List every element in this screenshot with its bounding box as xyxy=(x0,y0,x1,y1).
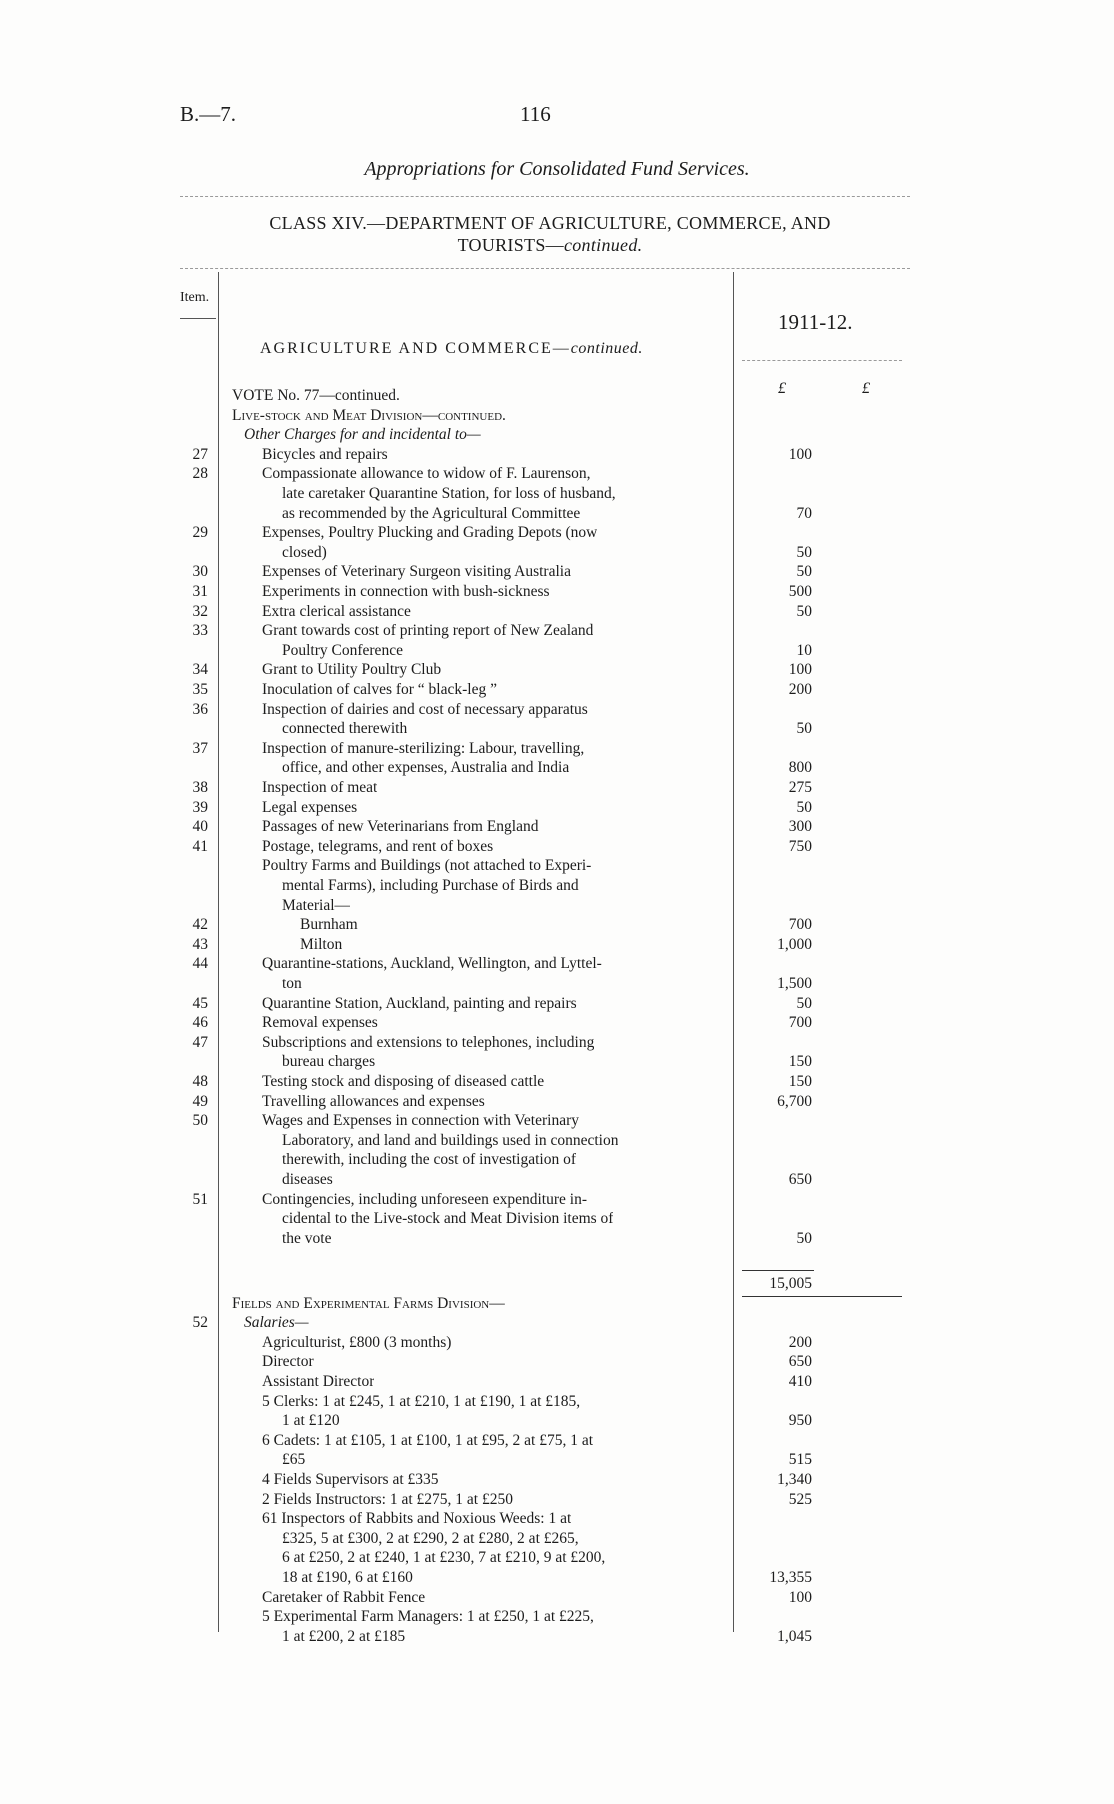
item-description: therewith, including the cost of investigation of xyxy=(282,1151,577,1169)
item-description: closed) xyxy=(282,543,327,561)
document-reference: B.—7. xyxy=(180,102,237,126)
item-description: Compassionate allowance to widow of F. Laurenson, xyxy=(262,465,591,483)
table-row xyxy=(0,562,1114,582)
table-row xyxy=(0,1190,1114,1210)
item-number: 41 xyxy=(192,837,208,855)
item-amount: 50 xyxy=(796,602,812,620)
item-description: Quarantine Station, Auckland, painting and repairs xyxy=(262,994,577,1012)
item-description: 6 at £250, 2 at £240, 1 at £230, 7 at £210, 9 at £200, xyxy=(282,1549,606,1567)
table-row xyxy=(0,464,1114,484)
item-amount: 50 xyxy=(796,563,812,581)
item-description: Burnham xyxy=(300,916,358,934)
table-row xyxy=(0,1092,1114,1112)
table-row xyxy=(0,1411,1114,1431)
table-row xyxy=(0,523,1114,543)
item-amount: 10 xyxy=(796,641,812,659)
item-description: £65 xyxy=(282,1451,306,1469)
class-heading-line1: CLASS XIV.—DEPARTMENT OF AGRICULTURE, COMMERCE, AND xyxy=(269,213,831,233)
item-number: 50 xyxy=(192,1112,208,1130)
table-row xyxy=(0,1209,1114,1229)
table-row xyxy=(0,1294,1114,1314)
table-row xyxy=(0,1352,1114,1372)
table-row xyxy=(0,386,1114,406)
table-row xyxy=(0,876,1114,896)
table-row xyxy=(0,1274,1114,1294)
table-row xyxy=(0,719,1114,739)
item-number: 38 xyxy=(192,779,208,796)
table-row xyxy=(0,1013,1114,1033)
item-description: Legal expenses xyxy=(262,798,358,816)
table-row xyxy=(0,602,1114,622)
table-row xyxy=(0,1450,1114,1470)
item-amount: 150 xyxy=(788,1073,812,1090)
page-number: 116 xyxy=(520,102,551,126)
item-number: 30 xyxy=(192,563,208,581)
table-row xyxy=(0,994,1114,1014)
item-description: Passages of new Veterinarians from England xyxy=(262,818,539,836)
item-number: 49 xyxy=(192,1092,208,1110)
item-description: Postage, telegrams, and rent of boxes xyxy=(262,837,494,855)
item-description: Caretaker of Rabbit Fence xyxy=(262,1588,426,1606)
item-number: 40 xyxy=(192,818,208,836)
table-row xyxy=(0,778,1114,798)
item-number: 28 xyxy=(192,465,208,483)
item-amount: 1,000 xyxy=(777,935,812,953)
item-amount: 1,500 xyxy=(777,975,812,992)
item-amount: 100 xyxy=(788,1588,812,1606)
item-description: 5 Clerks: 1 at £245, 1 at £210, 1 at £190, 1 at £185, xyxy=(262,1392,581,1410)
item-description: as recommended by the Agricultural Committee xyxy=(282,504,581,522)
table-row xyxy=(0,582,1114,602)
table-row xyxy=(0,1033,1114,1053)
item-description: Grant to Utility Poultry Club xyxy=(262,661,442,679)
item-number: 34 xyxy=(192,661,208,679)
item-description: Agriculturist, £800 (3 months) xyxy=(262,1333,452,1351)
item-description: Experiments in connection with bush-sickness xyxy=(262,583,550,600)
table-row xyxy=(0,1470,1114,1490)
item-description: Inspection of meat xyxy=(262,779,378,796)
table-row xyxy=(0,641,1114,661)
item-description: the vote xyxy=(282,1229,332,1247)
table-row xyxy=(0,739,1114,759)
item-description: Other Charges for and incidental to— xyxy=(244,426,481,444)
item-description: office, and other expenses, Australia and India xyxy=(282,759,570,777)
item-amount: 950 xyxy=(788,1412,812,1430)
table-row xyxy=(0,1588,1114,1608)
table-row xyxy=(0,504,1114,524)
item-description: Grant towards cost of printing report of New Zealand xyxy=(262,622,594,640)
item-description: 5 Experimental Farm Managers: 1 at £250, 1 at £225, xyxy=(262,1608,594,1626)
table-row xyxy=(0,1627,1114,1647)
table-row xyxy=(0,915,1114,935)
item-description: 4 Fields Supervisors at £335 xyxy=(262,1471,439,1488)
table-row xyxy=(0,680,1114,700)
item-amount: 650 xyxy=(788,1353,812,1371)
table-row xyxy=(0,974,1114,994)
item-description: cidental to the Live-stock and Meat Division items of xyxy=(282,1210,614,1228)
item-amount: 800 xyxy=(788,759,812,777)
table-row xyxy=(0,1372,1114,1392)
item-amount: 500 xyxy=(788,583,812,600)
item-amount: 100 xyxy=(788,661,812,679)
subtotal-amount: 15,005 xyxy=(769,1275,812,1292)
item-description: Extra clerical assistance xyxy=(262,602,411,620)
item-amount: 100 xyxy=(788,445,812,463)
item-description: Inspection of dairies and cost of necessary apparatus xyxy=(262,700,588,718)
item-description: Laboratory, and land and buildings used in connection xyxy=(282,1131,619,1149)
item-description: Poultry Farms and Buildings (not attached to Experi- xyxy=(262,857,592,875)
item-amount: 50 xyxy=(796,1229,812,1247)
item-description: Inoculation of calves for “ black-leg ” xyxy=(262,681,497,698)
table-row xyxy=(0,1313,1114,1333)
item-amount: 50 xyxy=(796,994,812,1012)
class-heading-continued: continued. xyxy=(563,235,643,255)
item-description: Poultry Conference xyxy=(282,641,403,659)
page-title: Appropriations for Consolidated Fund Services. xyxy=(364,158,750,180)
item-number: 29 xyxy=(192,524,208,542)
table-row xyxy=(0,935,1114,955)
item-description: Travelling allowances and expenses xyxy=(262,1092,485,1110)
item-number: 39 xyxy=(192,798,208,816)
table-row xyxy=(0,1431,1114,1451)
table-row xyxy=(0,1072,1114,1092)
item-number: 36 xyxy=(192,700,208,718)
item-amount: 200 xyxy=(788,1333,812,1351)
item-description: Assistant Director xyxy=(262,1373,375,1390)
table-row xyxy=(0,1248,1114,1268)
item-amount: 275 xyxy=(788,779,812,796)
table-row xyxy=(0,1150,1114,1170)
class-heading-line2-text: TOURISTS— xyxy=(457,235,564,255)
table-row xyxy=(0,406,1114,426)
item-description: 1 at £120 xyxy=(282,1412,340,1430)
item-amount: 300 xyxy=(788,818,812,836)
item-amount: 50 xyxy=(796,798,812,816)
table-row xyxy=(0,425,1114,445)
item-number: 33 xyxy=(192,622,208,640)
table-row xyxy=(0,700,1114,720)
table-row xyxy=(0,445,1114,465)
item-description: Wages and Expenses in connection with Veterinary xyxy=(262,1112,579,1130)
table-row xyxy=(0,837,1114,857)
table-row xyxy=(0,896,1114,916)
table-row xyxy=(0,1529,1114,1549)
item-description: ton xyxy=(282,975,302,992)
item-number: 31 xyxy=(192,583,208,600)
item-column-header: Item. xyxy=(180,290,210,305)
item-amount: 515 xyxy=(788,1451,812,1469)
item-description: Quarantine-stations, Auckland, Wellington, and Lyttel- xyxy=(262,955,602,973)
table-row xyxy=(0,1131,1114,1151)
item-amount: 6,700 xyxy=(777,1092,812,1110)
table-row xyxy=(0,1052,1114,1072)
table-row xyxy=(0,1392,1114,1412)
item-description: Testing stock and disposing of diseased cattle xyxy=(262,1073,545,1090)
table-row xyxy=(0,1229,1114,1249)
item-amount: 50 xyxy=(796,543,812,561)
item-number: 51 xyxy=(192,1190,208,1208)
table-row xyxy=(0,856,1114,876)
item-amount: 700 xyxy=(788,1014,812,1032)
table-row xyxy=(0,817,1114,837)
table-row xyxy=(0,1548,1114,1568)
item-number: 46 xyxy=(192,1014,208,1032)
item-description: Milton xyxy=(300,935,343,953)
item-description: bureau charges xyxy=(282,1053,376,1071)
item-description: Expenses of Veterinary Surgeon visiting Australia xyxy=(262,563,571,581)
item-description: late caretaker Quarantine Station, for loss of husband, xyxy=(282,485,616,502)
item-description: 18 at £190, 6 at £160 xyxy=(282,1569,413,1586)
item-number: 52 xyxy=(192,1314,208,1332)
item-description: mental Farms), including Purchase of Birds and xyxy=(282,877,579,894)
item-description: 6 Cadets: 1 at £105, 1 at £100, 1 at £95, 2 at £75, 1 at xyxy=(262,1431,594,1449)
item-number: 43 xyxy=(192,935,208,953)
year-column-header: 1911-12. xyxy=(778,310,853,334)
currency-symbol-amount: £ xyxy=(778,380,786,397)
item-number: 27 xyxy=(192,445,208,463)
section-heading-continued: continued. xyxy=(570,340,643,357)
item-number: 44 xyxy=(192,955,208,973)
item-number: 35 xyxy=(192,681,208,698)
table-row xyxy=(0,1170,1114,1190)
item-number: 37 xyxy=(192,739,208,757)
item-description: Removal expenses xyxy=(262,1014,378,1032)
subtotal-rule-top xyxy=(742,1270,814,1271)
item-amount: 1,045 xyxy=(777,1627,812,1645)
item-amount: 70 xyxy=(796,504,812,522)
item-amount: 750 xyxy=(788,837,812,855)
item-amount: 13,355 xyxy=(769,1569,812,1586)
currency-symbol-total: £ xyxy=(862,380,870,397)
item-description: Bicycles and repairs xyxy=(262,445,388,463)
item-description: Contingencies, including unforeseen expenditure in- xyxy=(262,1190,587,1208)
table-row xyxy=(0,758,1114,778)
item-number: 45 xyxy=(192,994,208,1012)
section-heading-text: AGRICULTURE AND COMMERCE— xyxy=(260,340,571,357)
item-amount: 700 xyxy=(788,916,812,934)
item-description: Salaries— xyxy=(244,1314,309,1332)
item-description: Director xyxy=(262,1353,314,1371)
item-description: Subscriptions and extensions to telephones, including xyxy=(262,1033,595,1051)
item-amount: 200 xyxy=(788,681,812,698)
item-description: £325, 5 at £300, 2 at £290, 2 at £280, 2 at £265, xyxy=(282,1529,579,1547)
item-description: Material— xyxy=(282,896,351,914)
item-description: Expenses, Poultry Plucking and Grading Depots (now xyxy=(262,524,598,542)
table-row xyxy=(0,621,1114,641)
item-description: VOTE No. 77—continued. xyxy=(232,387,400,404)
item-amount: 150 xyxy=(788,1053,812,1071)
item-number: 47 xyxy=(192,1033,208,1051)
item-description: 61 Inspectors of Rabbits and Noxious Weeds: 1 at xyxy=(262,1510,572,1528)
item-description: connected therewith xyxy=(282,720,408,738)
table-row xyxy=(0,1333,1114,1353)
item-amount: 410 xyxy=(788,1373,812,1390)
item-description: Inspection of manure-sterilizing: Labour, travelling, xyxy=(262,739,585,757)
item-number: 32 xyxy=(192,602,208,620)
item-amount: 525 xyxy=(788,1490,812,1508)
item-number: 48 xyxy=(192,1073,208,1090)
item-description: Fields and Experimental Farms Division— xyxy=(232,1294,505,1312)
table-row xyxy=(0,660,1114,680)
table-row xyxy=(0,954,1114,974)
item-amount: 650 xyxy=(788,1171,812,1188)
item-description: 2 Fields Instructors: 1 at £275, 1 at £250 xyxy=(262,1490,513,1508)
table-row xyxy=(0,484,1114,504)
table-row xyxy=(0,1490,1114,1510)
item-amount: 1,340 xyxy=(777,1471,812,1488)
table-row xyxy=(0,1111,1114,1131)
item-description: diseases xyxy=(282,1171,333,1188)
item-number: 42 xyxy=(192,916,208,934)
item-amount: 50 xyxy=(796,720,812,738)
table-row xyxy=(0,543,1114,563)
table-row xyxy=(0,1568,1114,1588)
table-row xyxy=(0,798,1114,818)
table-row xyxy=(0,1607,1114,1627)
table-row xyxy=(0,1509,1114,1529)
item-description: Live-stock and Meat Division—continued. xyxy=(232,406,506,424)
item-description: 1 at £200, 2 at £185 xyxy=(282,1627,406,1645)
